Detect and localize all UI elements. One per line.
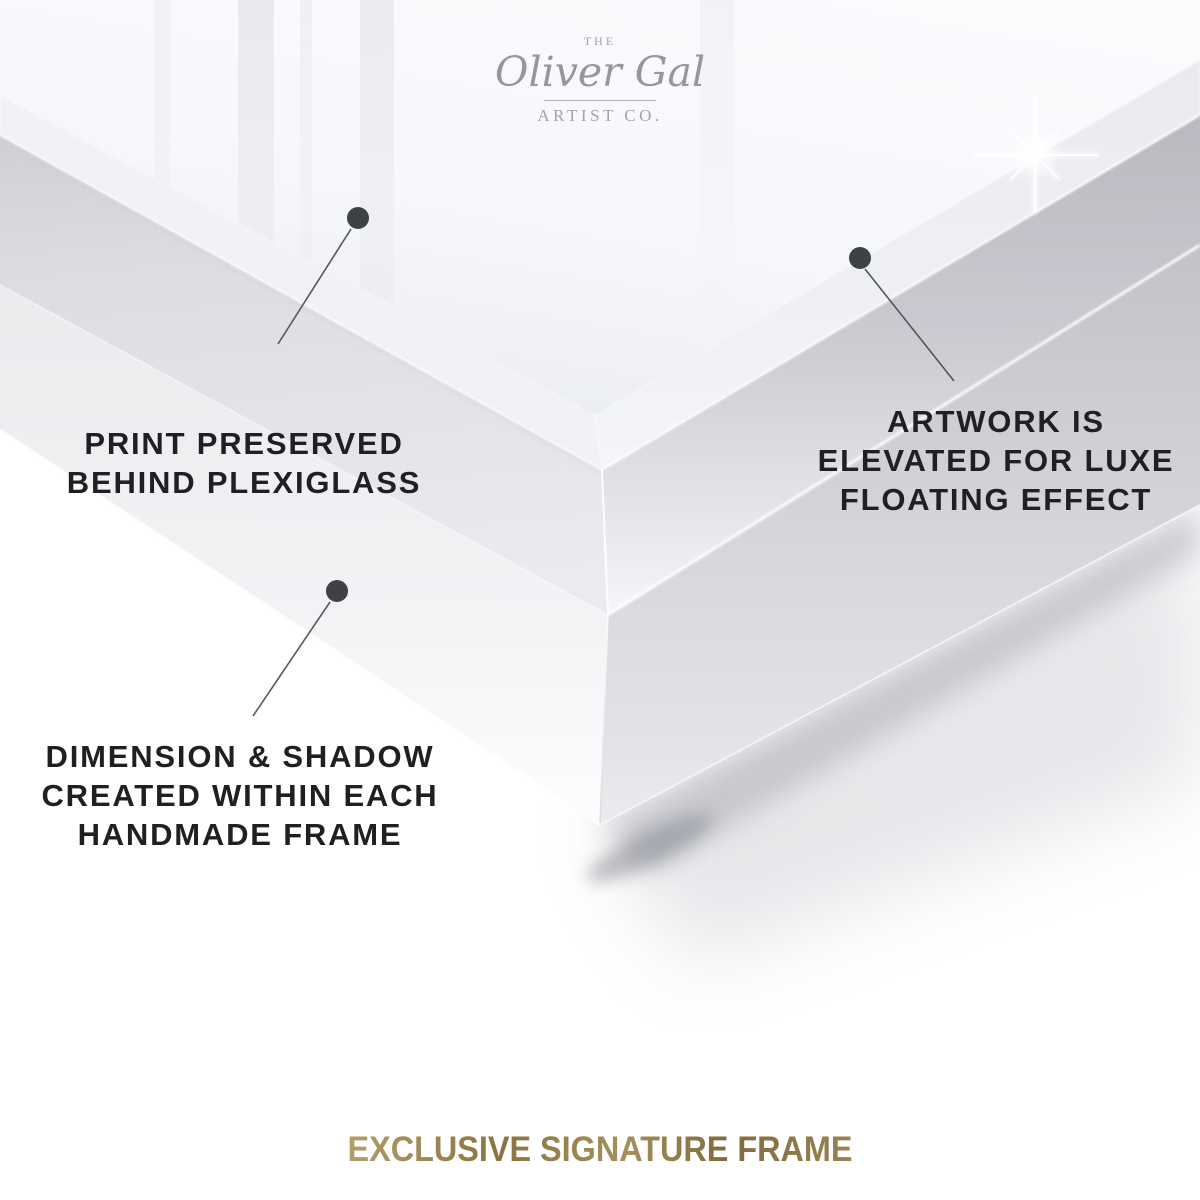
callout-text-line: CREATED WITHIN EACH — [41, 778, 439, 813]
logo-pre-text: THE — [583, 34, 617, 48]
callout-label-artwork-elevated — [806, 402, 1186, 519]
callout-label-dimension-shadow — [38, 737, 442, 854]
footer-title: EXCLUSIVE SIGNATURE FRAME — [347, 1130, 853, 1169]
callout-dot — [849, 247, 871, 269]
callout-text-line: FLOATING EFFECT — [839, 482, 1153, 517]
callout-text-line: PRINT PRESERVED — [84, 426, 404, 461]
callout-text-line: DIMENSION & SHADOW — [45, 739, 435, 774]
callout-text-line: ELEVATED FOR LUXE — [817, 443, 1175, 478]
callout-dot — [326, 580, 348, 602]
logo-brand-name: Oliver Gal — [494, 48, 706, 96]
callout-text-line: BEHIND PLEXIGLASS — [66, 465, 422, 500]
callout-dot — [347, 207, 369, 229]
logo-divider — [544, 100, 656, 101]
brand-logo — [440, 34, 760, 126]
callout-text-line: HANDMADE FRAME — [77, 817, 403, 852]
callout-label-print-preserved — [64, 424, 424, 502]
logo-suffix-text: ARTIST CO. — [537, 106, 663, 125]
callout-text-line: ARTWORK IS — [887, 404, 1105, 439]
